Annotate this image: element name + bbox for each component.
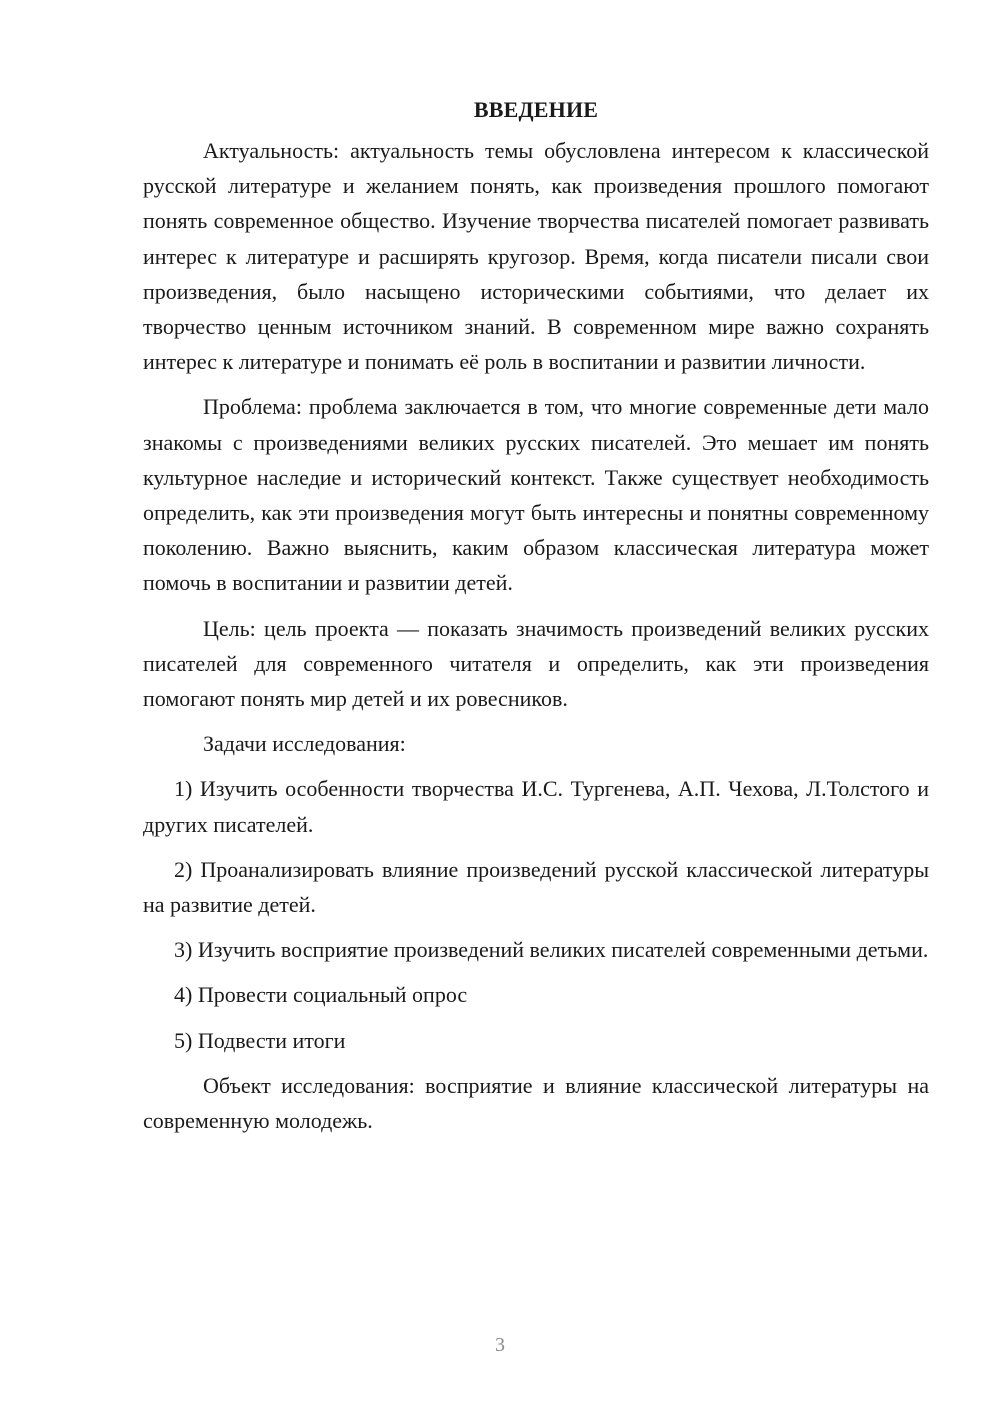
relevance-paragraph: Актуальность: актуальность темы обусловлена интересом к классической русской литературе и желанием понять, как произведения прошлого помогают понять современное общество. Изучение творчества писателей помогает развивать интерес к литературе и расширять кругозор. Время, когда писатели писали свои произведения, было насыщено историческими событиями, что делает их творчество ценным источником знаний. В современном мире важно сохранять интерес к литературе и понимать её роль в воспитании и развитии личности. bbox=[143, 138, 929, 375]
object-paragraph: Объект исследования: восприятие и влияние классической литературы на современную молодежь. bbox=[143, 1072, 929, 1134]
tasks-heading: Задачи исследования: bbox=[203, 731, 406, 757]
task-item: 1) Изучить особенности творчества И.С. Тургенева, А.П. Чехова, Л.Толстого и других писателей. bbox=[143, 776, 929, 837]
task-item: 3) Изучить восприятие произведений великих писателей современными детьми. bbox=[174, 937, 929, 963]
task-item: 4) Провести социальный опрос bbox=[174, 982, 468, 1008]
task-item: 5) Подвести итоги bbox=[174, 1027, 346, 1053]
section-title: ВВЕДЕНИЕ bbox=[473, 97, 599, 122]
problem-paragraph: Проблема: проблема заключается в том, что многие современные дети мало знакомы с произведениями великих русских писателей. Это мешает им понять культурное наследие и исторический контекст. Также существует необходимость определить, как эти произведения могут быть интересны и понятны современному поколению. Важно выяснить, каким образом классическая литература может помочь в воспитании и развитии детей. bbox=[143, 394, 929, 596]
task-item: 2) Проанализировать влияние произведений русской классической литературы на развитие детей. bbox=[143, 856, 929, 918]
goal-paragraph: Цель: цель проекта — показать значимость произведений великих русских писателей для современного читателя и определить, как эти произведения помогают понять мир детей и их ровесников. bbox=[143, 615, 929, 712]
page-number: 3 bbox=[495, 1334, 505, 1356]
document-page bbox=[143, 92, 929, 1148]
